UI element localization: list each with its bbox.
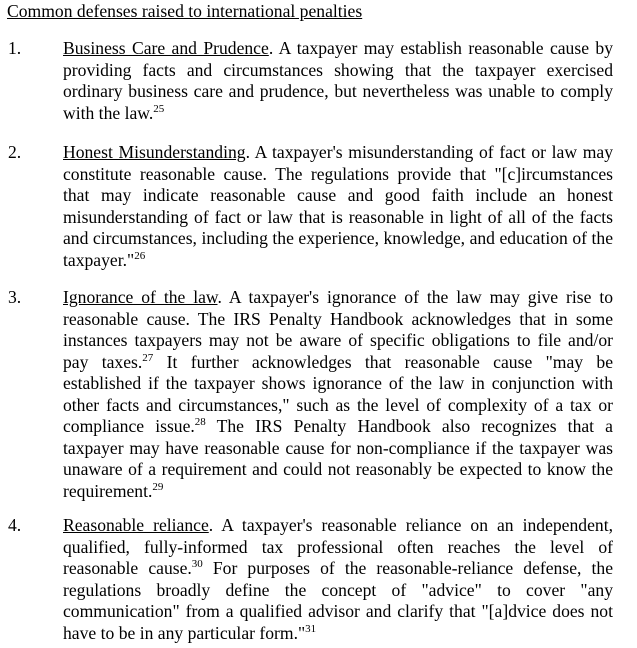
item-title: Business Care and Prudence (63, 38, 269, 58)
item-text: . A taxpayer may establish reasonable cause by providing facts and circumstances showing that the taxpayer exercised ordinary business care and prudence, but nevertheless was unable to comply with the law. (63, 38, 613, 123)
item-title: Honest Misunderstanding (63, 142, 246, 162)
item-text: . A taxpayer's misunderstanding of fact or law may constitute reasonable cause. The regulations provide that "[c]ircumstances that may indicate reasonable cause and good faith include an honest misunderstanding of fact or law that is reasonable in light of all of the facts and circumstances, including the experience, knowledge, and education of the taxpayer." (63, 142, 613, 270)
item-text: The IRS Penalty Handbook also recognizes that a taxpayer may have reasonable cause for non-compliance if the taxpayer was unaware of a requirement and could not reasonably be expected to know the requirement. (63, 416, 613, 501)
item-title: Ignorance of the law (63, 287, 218, 307)
item-title: Reasonable reliance (63, 515, 209, 535)
footnote-ref: 26 (134, 249, 146, 262)
footnote-ref: 28 (194, 416, 206, 428)
item-text: It further acknowledges that reasonable cause "may be established if the taxpayer shows ignorance of the law in conjunction with other facts and circumstances," such as the level of complexity of a tax or compliance issue. (63, 351, 613, 436)
item-text: For purposes of the reasonable-reliance defense, the regulations broadly define the concept of "advice" to cover "any communication" from a qualified advisor and clarify that "[a]dvice does not have to be in any particular form." (63, 558, 613, 643)
item-text: . A taxpayer's reasonable reliance on an independent, qualified, fully-informed tax professional often reaches the level of reasonable cause. (63, 515, 613, 578)
item-text: . A taxpayer's ignorance of the law may give rise to reasonable cause. The IRS Penalty Handbook acknowledges that in some instances taxpayers may not be aware of specific obligations to file and/or pay taxes. (63, 287, 614, 372)
item-number: 4. (8, 515, 22, 535)
footnote-ref: 30 (191, 558, 203, 570)
item-number: 1. (8, 38, 22, 58)
footnote-ref: 31 (305, 622, 317, 635)
footnote-ref: 27 (142, 351, 154, 364)
item-paragraph (63, 38, 613, 124)
item-number: 3. (8, 287, 22, 307)
section-heading: Common defenses raised to international penalties (7, 1, 363, 21)
item-paragraph (63, 515, 613, 644)
item-paragraph (63, 142, 613, 271)
item-paragraph (63, 287, 613, 502)
footnote-ref: 25 (153, 102, 165, 115)
item-number: 2. (8, 142, 22, 162)
footnote-ref: 29 (152, 480, 164, 493)
